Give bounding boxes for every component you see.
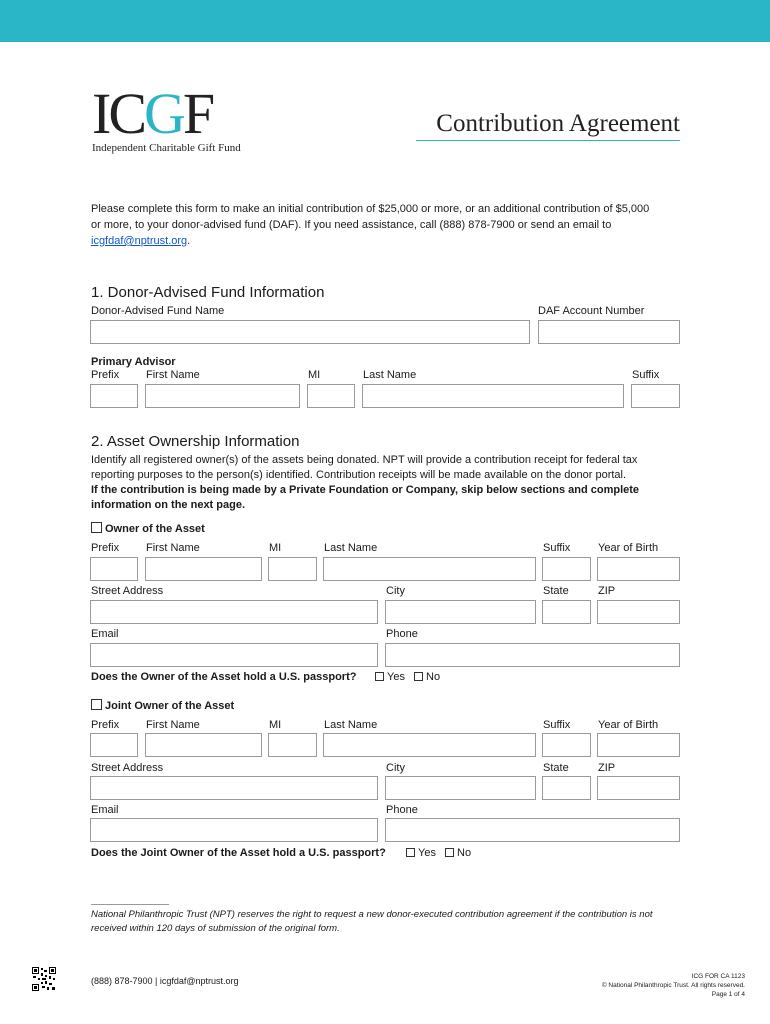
joint-prefix-field[interactable] (90, 733, 138, 757)
qr-code-icon (32, 967, 56, 991)
joint-street-label: Street Address (91, 762, 164, 774)
joint-owner-section-label: Joint Owner of the Asset (91, 699, 234, 712)
joint-passport-no-checkbox[interactable] (445, 848, 454, 857)
owner-state-label: State (543, 585, 569, 597)
owner-suffix-field[interactable] (542, 557, 591, 581)
logo-tagline: Independent Charitable Gift Fund (92, 142, 241, 154)
owner-street-field[interactable] (90, 600, 378, 624)
owner-yob-label: Year of Birth (598, 542, 659, 554)
advisor-suffix-label: Suffix (632, 369, 660, 381)
advisor-mi-field[interactable] (307, 384, 355, 408)
joint-suffix-field[interactable] (542, 733, 591, 757)
owner-passport-no[interactable]: No (414, 671, 440, 683)
footer-contact: (888) 878-7900 | icgfdaf@nptrust.org (91, 976, 239, 986)
document-title: Contribution Agreement (436, 110, 680, 137)
owner-prefix-field[interactable] (90, 557, 138, 581)
joint-passport-yes-checkbox[interactable] (406, 848, 415, 857)
joint-last-name-label: Last Name (324, 719, 378, 731)
joint-passport-yes[interactable]: Yes (406, 847, 436, 859)
joint-mi-label: MI (269, 719, 282, 731)
owner-last-name-field[interactable] (323, 557, 536, 581)
owner-passport-yes[interactable]: Yes (375, 671, 405, 683)
joint-state-label: State (543, 762, 569, 774)
fund-name-field[interactable] (90, 320, 530, 344)
footnote-text: National Philanthropic Trust (NPT) reserves the right to request a new donor-executed contribution agreement if the contribution is not received within 120 days of submission of the original form. (91, 909, 653, 934)
joint-zip-field[interactable] (597, 776, 680, 800)
owner-email-field[interactable] (90, 643, 378, 667)
joint-passport-no[interactable]: No (445, 847, 471, 859)
intro-paragraph: Please complete this form to make an initial contribution of $25,000 or more, or an additional contribution of $5,000 or more, to your donor-advised fund (DAF). If you need assistance, call (888) 878-7900 or send an email to icgfdaf@nptrust.org. (91, 203, 650, 247)
joint-owner-checkbox[interactable] (91, 699, 102, 710)
owner-yob-field[interactable] (597, 557, 680, 581)
owner-street-label: Street Address (91, 585, 164, 597)
owner-phone-label: Phone (386, 628, 418, 640)
joint-email-field[interactable] (90, 818, 378, 842)
logo-wordmark: ICGF (92, 81, 213, 146)
owner-mi-label: MI (269, 542, 282, 554)
joint-passport-question: Does the Joint Owner of the Asset hold a U.S. passport? (91, 847, 386, 859)
section-2-description: Identify all registered owner(s) of the assets being donated. NPT will provide a contribution receipt for federal tax reporting purposes to the person(s) identified. Contribution receipts will be made available on the donor portal. (91, 454, 638, 481)
joint-zip-label: ZIP (598, 762, 616, 774)
top-accent-bar (0, 0, 770, 42)
joint-mi-field[interactable] (268, 733, 317, 757)
joint-prefix-label: Prefix (91, 719, 120, 731)
advisor-suffix-field[interactable] (631, 384, 680, 408)
section-1-heading: 1. Donor-Advised Fund Information (91, 284, 325, 301)
joint-first-name-label: First Name (146, 719, 200, 731)
joint-phone-field[interactable] (385, 818, 680, 842)
icgf-logo (92, 81, 242, 160)
fund-name-label: Donor-Advised Fund Name (91, 305, 225, 317)
joint-city-field[interactable] (385, 776, 536, 800)
owner-prefix-label: Prefix (91, 542, 120, 554)
owner-first-name-field[interactable] (145, 557, 262, 581)
owner-email-label: Email (91, 628, 119, 640)
advisor-last-name-field[interactable] (362, 384, 624, 408)
joint-phone-label: Phone (386, 804, 418, 816)
section-2-note: If the contribution is being made by a Private Foundation or Company, skip below sections and complete information on the next page. (91, 484, 640, 511)
title-underline (416, 140, 680, 141)
joint-email-label: Email (91, 804, 119, 816)
daf-account-label: DAF Account Number (538, 305, 645, 317)
advisor-mi-label: MI (308, 369, 321, 381)
form-id: ICG FOR CA 1123 (691, 973, 745, 980)
joint-yob-field[interactable] (597, 733, 680, 757)
daf-account-field[interactable] (538, 320, 680, 344)
owner-passport-question: Does the Owner of the Asset hold a U.S. passport? (91, 671, 357, 683)
owner-city-field[interactable] (385, 600, 536, 624)
owner-section-label: Owner of the Asset (91, 522, 205, 535)
joint-city-label: City (386, 762, 405, 774)
copyright: © National Philanthropic Trust. All rights reserved. (601, 982, 745, 989)
joint-first-name-field[interactable] (145, 733, 262, 757)
footnote-divider (91, 904, 169, 905)
owner-zip-field[interactable] (597, 600, 680, 624)
owner-city-label: City (386, 585, 405, 597)
section-2-heading: 2. Asset Ownership Information (91, 433, 300, 450)
joint-yob-label: Year of Birth (598, 719, 659, 731)
owner-zip-label: ZIP (598, 585, 616, 597)
owner-last-name-label: Last Name (324, 542, 378, 554)
advisor-first-name-label: First Name (146, 369, 200, 381)
owner-passport-yes-checkbox[interactable] (375, 672, 384, 681)
email-link[interactable]: icgfdaf@nptrust.org (91, 235, 188, 247)
advisor-last-name-label: Last Name (363, 369, 417, 381)
joint-last-name-field[interactable] (323, 733, 536, 757)
owner-checkbox[interactable] (91, 522, 102, 533)
owner-suffix-label: Suffix (543, 542, 571, 554)
page-number: Page 1 of 4 (711, 991, 745, 998)
footer-info (602, 972, 745, 999)
owner-state-field[interactable] (542, 600, 591, 624)
joint-street-field[interactable] (90, 776, 378, 800)
primary-advisor-label: Primary Advisor (91, 356, 176, 368)
owner-mi-field[interactable] (268, 557, 317, 581)
joint-state-field[interactable] (542, 776, 591, 800)
joint-suffix-label: Suffix (543, 719, 571, 731)
owner-phone-field[interactable] (385, 643, 680, 667)
advisor-first-name-field[interactable] (145, 384, 300, 408)
owner-passport-no-checkbox[interactable] (414, 672, 423, 681)
advisor-prefix-label: Prefix (91, 369, 120, 381)
advisor-prefix-field[interactable] (90, 384, 138, 408)
owner-first-name-label: First Name (146, 542, 200, 554)
